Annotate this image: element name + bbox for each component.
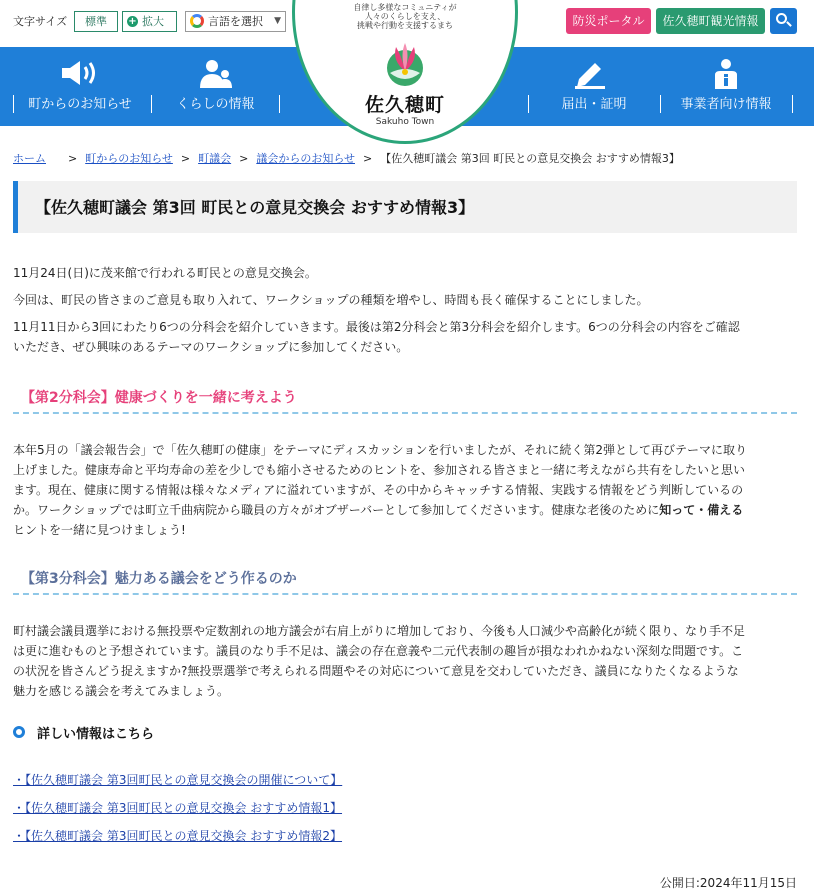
emphasis-text: 知って・備える <box>659 503 744 517</box>
breadcrumb-council-news[interactable]: 議会からのお知らせ <box>256 152 355 165</box>
text-line: の状況を皆さんどう捉えますか?無投票選挙で考えられる問題やその対応について意見を交わしていただき、議員になりたくなるような <box>13 664 739 678</box>
page-title: 【佐久穂町議会 第3回 町民との意見交換会 おすすめ情報3】 <box>35 198 475 217</box>
language-select[interactable] <box>185 11 286 32</box>
slogan-line: 自律し多様なコミュニティが <box>353 3 457 12</box>
info-person-icon <box>712 59 740 89</box>
breadcrumb-separator: > <box>68 152 78 165</box>
section-heading <box>13 384 797 414</box>
nav-item-label: 事業者向け情報 <box>680 97 772 112</box>
text-line: いただき、ぜひ興味のあるテーマのワークショップに参加してください。 <box>13 340 409 354</box>
page-title-box <box>13 181 797 233</box>
section-heading <box>13 565 797 595</box>
text-line: 上げました。健康寿命と平均寿命の差を少しでも縮小させるためのヒントを、参加される皆さまと一緒に考えながら共有をしたいと思い <box>13 463 746 477</box>
text-line: 魅力を感じる議会を考えてみましょう。 <box>13 684 230 698</box>
section-title: 【第3分科会】魅力ある議会をどう作るのか <box>21 571 297 587</box>
text-line: 町村議会議員選挙における無投票や定数割れの地方議会が右肩上がりに増加しており、今後も人口減少や高齢化が続く限り、なり手不足 <box>13 624 746 638</box>
nav-item-town-news[interactable] <box>0 47 160 126</box>
intro-paragraph: 今回は、町民の皆さまのご意見も取り入れて、ワークショップの種類を増やし、時間も長く確保することにしました。 <box>13 293 649 307</box>
intro-paragraph <box>13 317 799 357</box>
circle-bullet-icon <box>13 726 25 738</box>
text-line: ヒントを一緒に見つけましょう! <box>13 523 186 537</box>
speaker-icon <box>60 60 100 86</box>
breadcrumb-separator: > <box>180 152 191 165</box>
town-emblem-icon <box>382 41 428 87</box>
disaster-portal-button[interactable]: 防災ポータル <box>566 8 651 34</box>
nav-divider <box>13 95 14 113</box>
text-line: ます。現在、健康に関する情報は様々なメディアに溢れていますが、その中からキャッチする情報、実践する情報をどう判断しているの <box>13 483 744 497</box>
pen-icon <box>573 59 607 89</box>
font-size-label: 文字サイズ <box>13 15 68 28</box>
breadcrumb-separator: > <box>363 152 373 165</box>
nav-item-label: 町からのお知らせ <box>28 97 132 112</box>
breadcrumb-town-news[interactable]: 町からのお知らせ <box>85 152 173 165</box>
nav-divider <box>151 95 152 113</box>
related-link[interactable]: ・【佐久穂町議会 第3回町民との意見交換会の開催について】 <box>13 773 343 787</box>
people-icon <box>197 59 233 89</box>
google-icon <box>190 14 204 28</box>
text-line: 11月11日から3回にわたり6つの分科会を紹介していきます。最後は第2分科会と第3分科会を紹介します。6つの分科会の内容をご確認 <box>13 320 740 334</box>
section-body <box>13 621 799 701</box>
nav-item-business[interactable] <box>660 47 792 126</box>
section-title: 【第2分科会】健康づくりを一緒に考えよう <box>21 390 297 406</box>
nav-item-registration[interactable] <box>528 47 660 126</box>
related-link[interactable]: ・【佐久穂町議会 第3回町民との意見交換会 おすすめ情報2】 <box>13 829 343 843</box>
related-link[interactable]: ・【佐久穂町議会 第3回町民との意見交換会 おすすめ情報1】 <box>13 801 343 815</box>
font-standard-button[interactable]: 標準 <box>74 11 118 32</box>
text-line: か。ワークショップでは町立千曲病院から職員の方々がオブザーバーとして参加してくださいます。健康な老後のために知って・備える <box>13 503 744 517</box>
text-line: は更に進むものと予想されています。議員のなり手不足は、議会の存在意義や二元代表制の趣旨が損なわれかねない深刻な問題です。こ <box>13 644 744 658</box>
font-large-button[interactable] <box>122 11 177 32</box>
nav-item-living[interactable] <box>152 47 279 126</box>
breadcrumb-home[interactable]: ホーム <box>13 152 46 165</box>
info-heading-text: 詳しい情報はこちら <box>37 727 155 742</box>
breadcrumb-separator: > <box>239 152 249 165</box>
related-links <box>13 766 342 850</box>
nav-divider <box>660 95 661 113</box>
search-button[interactable] <box>770 8 797 34</box>
breadcrumb <box>13 150 680 166</box>
nav-item-label: 届出・証明 <box>561 97 627 112</box>
language-select-label: 言語を選択 <box>208 15 263 28</box>
breadcrumb-council[interactable]: 町議会 <box>198 152 232 165</box>
text-line: 本年5月の「議会報告会」で「佐久穂町の健康」をテーマにディスカッションを行いましたが、それに続く第2弾として再びテーマに取り <box>13 443 747 457</box>
slogan-line: 人々のくらしを支え、 <box>364 12 446 21</box>
breadcrumb-current: 【佐久穂町議会 第3回 町民との意見交換会 おすすめ情報3】 <box>380 152 680 165</box>
published-date: 公開日:2024年11月15日 <box>659 876 797 890</box>
intro-paragraph: 11月24日(日)に茂来館で行われる町民との意見交換会。 <box>13 266 317 280</box>
tourism-info-button[interactable]: 佐久穂町観光情報 <box>656 8 765 34</box>
font-large-label: 拡大 <box>142 15 164 28</box>
nav-divider <box>792 95 793 113</box>
town-name-en: Sakuho Town <box>375 117 435 127</box>
town-logo[interactable] <box>292 0 518 144</box>
dropdown-arrow-icon: ▼ <box>274 16 281 26</box>
nav-item-label: くらしの情報 <box>176 97 255 112</box>
town-name: 佐久穂町 <box>364 94 445 116</box>
nav-divider <box>528 95 529 113</box>
section-body <box>13 440 799 540</box>
slogan-line: 挑戦や行動を支援するまち <box>357 21 453 30</box>
nav-divider <box>279 95 280 113</box>
plus-icon: + <box>128 16 137 27</box>
